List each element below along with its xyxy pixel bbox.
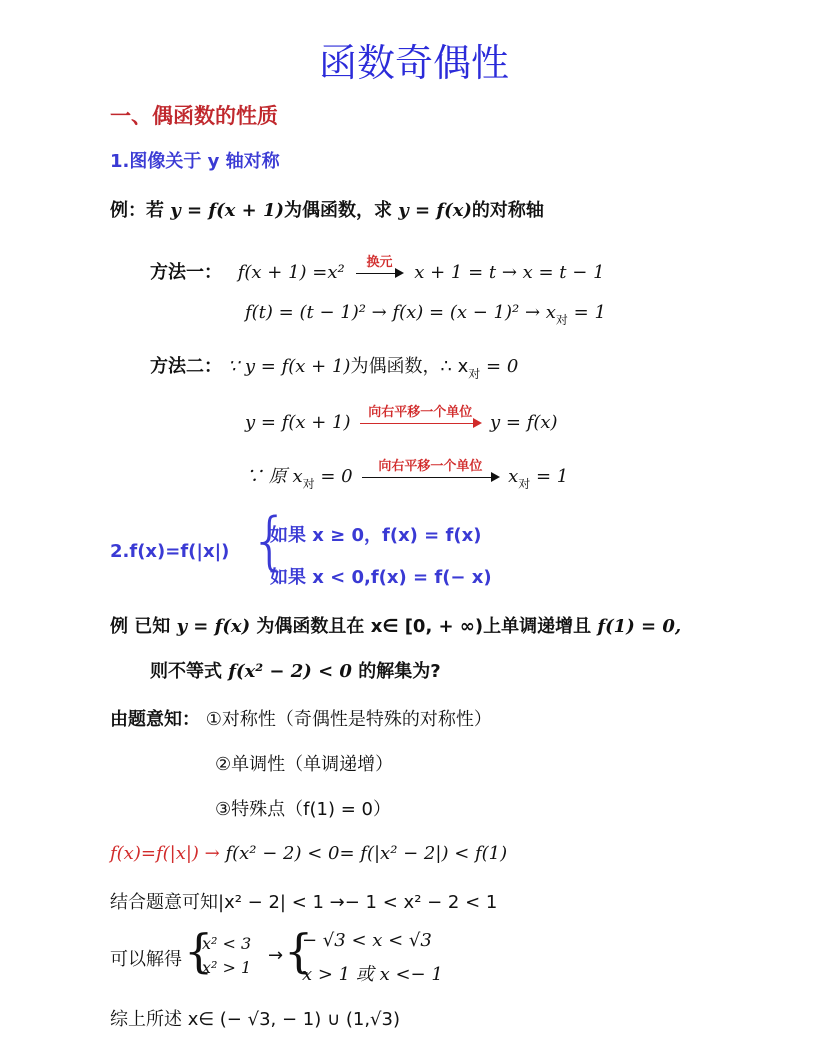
shift-right-arrow: 向右平移一个单位 bbox=[360, 423, 480, 424]
section-heading: 一、偶函数的性质 bbox=[110, 104, 278, 128]
brace-icon: { bbox=[250, 504, 290, 577]
page-title: 函数奇偶性 bbox=[318, 41, 509, 85]
solution-line-1: f(x)=f(|x|) → f(x² − 2) < 0= f(|x² − 2|) < f(1) bbox=[110, 843, 508, 864]
method-1-line-1: 方法一： f(x + 1) =x² 换元 x + 1 = t → x = t − 1 bbox=[150, 254, 605, 283]
method-1-line-2: $f(t) = (t - 1)^2 \to f(x) = (x - 1)^2 \to x_对 = 1$ bbox=[245, 302, 606, 327]
solution-case-2: x² > 1 bbox=[202, 958, 252, 977]
solution-line-3-label: 可以解得 bbox=[110, 949, 182, 970]
shift-right-arrow-2: 向右平移一个单位 bbox=[362, 477, 498, 478]
analysis-item-2: ②单调性（单调递增） bbox=[215, 754, 394, 775]
substitution-arrow: 换元 bbox=[356, 273, 402, 274]
brace-icon: { bbox=[284, 924, 314, 978]
solution-line-2: 结合题意可知|x² − 2| < 1 →− 1 < x² − 2 < 1 bbox=[110, 892, 498, 913]
subsection-heading: 1.图像关于 y 轴对称 bbox=[110, 151, 280, 172]
implies-arrow: → bbox=[268, 945, 284, 966]
solution-result-1: − √3 < x < √3 bbox=[302, 930, 432, 951]
method-2-line-2: y = f(x + 1) 向右平移一个单位 y = f(x) bbox=[245, 404, 558, 433]
property-2-case-2: 如果 x < 0,f(x) = f(− x) bbox=[270, 567, 492, 588]
brace-icon: { bbox=[184, 924, 214, 978]
analysis-line-1: 由题意知： ①对称性（奇偶性是特殊的对称性） bbox=[110, 709, 492, 730]
analysis-item-3: ③特殊点（f(1) = 0） bbox=[215, 799, 391, 820]
example-2-line-1: 例 已知 y = f(x) 为偶函数且在 x∈ [0, + ∞)上单调递增且 f(1) = 0, bbox=[110, 616, 682, 637]
property-2-case-1: 如果 x ≥ 0，f(x) = f(x) bbox=[270, 525, 482, 546]
conclusion-line: 综上所述 x∈ (− √3, − 1) ∪ (1,√3) bbox=[110, 1009, 401, 1030]
example-1: 例：若 y = f(x + 1)为偶函数，求 y = f(x)的对称轴 bbox=[110, 200, 544, 221]
method-2-line-1: 方法二： ∵ y = f(x + 1)为偶函数，∴ $x_对 = 0$ bbox=[150, 356, 519, 381]
example-2-line-2: 则不等式 f(x² − 2) < 0 的解集为? bbox=[150, 661, 441, 682]
property-2-label: 2.f(x)=f(|x|) bbox=[110, 541, 230, 562]
solution-result-2: x > 1 或 x <− 1 bbox=[302, 964, 443, 985]
solution-case-1: x² < 3 bbox=[202, 934, 252, 953]
method-2-line-3: ∵ 原 $x_对 = 0$ 向右平移一个单位 $x_对 = 1$ bbox=[245, 458, 569, 491]
